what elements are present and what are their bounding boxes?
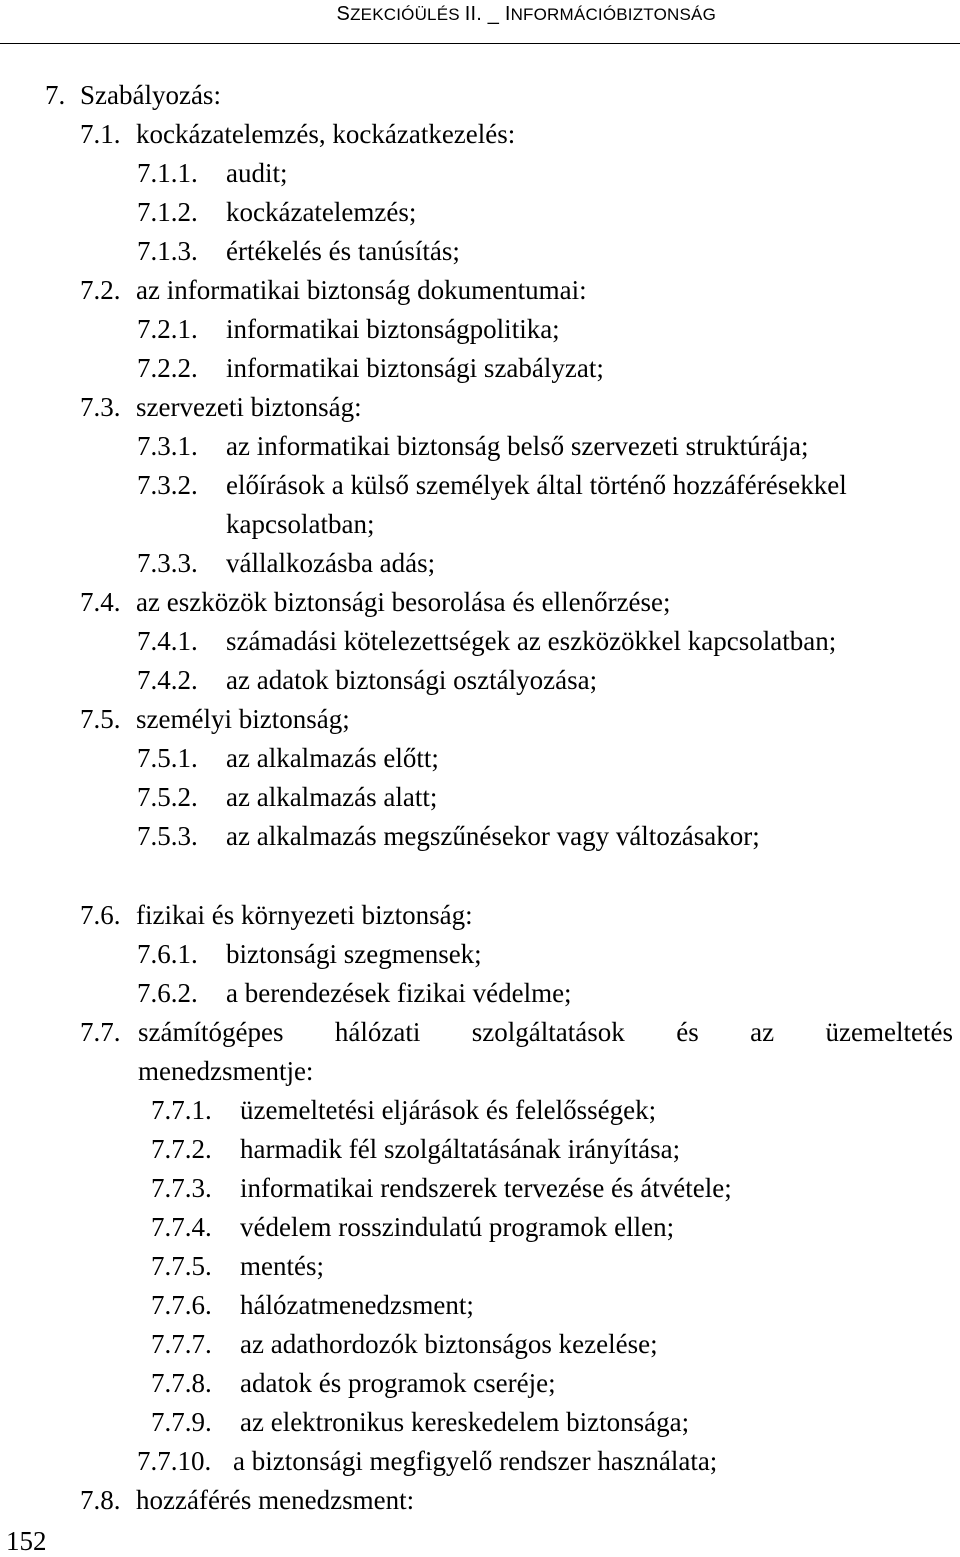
- item-text: menedzsmentje:: [138, 1056, 314, 1086]
- item-number: 7.3.2.: [137, 470, 198, 500]
- item-number: 7.7.9.: [151, 1407, 212, 1437]
- item-number: 7.: [45, 80, 66, 110]
- item-number: 7.2.1.: [137, 314, 198, 344]
- item-number: 7.6.2.: [137, 978, 198, 1008]
- item-number: 7.4.1.: [137, 626, 198, 656]
- item-text: kapcsolatban;: [226, 509, 375, 539]
- item-text: informatikai biztonsági szabályzat;: [226, 353, 604, 383]
- header-initial-s: S: [336, 3, 351, 25]
- item-text: Szabályozás:: [80, 80, 221, 110]
- item-number: 7.5.3.: [137, 821, 198, 851]
- item-text: mentés;: [240, 1251, 324, 1281]
- item-number: 7.7.10.: [137, 1446, 212, 1476]
- item-text: a berendezések fizikai védelme;: [226, 978, 572, 1008]
- item-number: 7.4.: [80, 587, 121, 617]
- item-text: üzemeltetési eljárások és felelősségek;: [240, 1095, 657, 1125]
- item-text: hozzáférés menedzsment:: [136, 1485, 415, 1515]
- item-text: kockázatelemzés;: [226, 197, 417, 227]
- item-text: biztonsági szegmensek;: [226, 939, 482, 969]
- item-number: 7.2.2.: [137, 353, 198, 383]
- item-number: 7.7.: [80, 1017, 121, 1047]
- item-text: harmadik fél szolgáltatásának irányítása;: [240, 1134, 681, 1164]
- item-number: 7.6.: [80, 900, 121, 930]
- item-text: személyi biztonság;: [136, 704, 350, 734]
- item-number: 7.5.: [80, 704, 121, 734]
- item-text: értékelés és tanúsítás;: [226, 236, 460, 266]
- item-number: 7.7.8.: [151, 1368, 212, 1398]
- item-number: 7.1.1.: [137, 158, 198, 188]
- item-text: előírások a külső személyek által történő hozzáférésekkel: [226, 470, 847, 500]
- item-number: 7.7.6.: [151, 1290, 212, 1320]
- item-number: 7.7.2.: [151, 1134, 212, 1164]
- item-text: vállalkozásba adás;: [226, 548, 436, 578]
- item-text: az alkalmazás előtt;: [226, 743, 439, 773]
- item-number: 7.3.3.: [137, 548, 198, 578]
- item-text: az informatikai biztonság dokumentumai:: [136, 275, 587, 305]
- item-text: az informatikai biztonság belső szervezeti struktúrája;: [226, 431, 809, 461]
- item-number: 7.2.: [80, 275, 121, 305]
- item-text: fizikai és környezeti biztonság:: [136, 900, 473, 930]
- item-text: kockázatelemzés, kockázatkezelés:: [136, 119, 516, 149]
- item-text: számadási kötelezettségek az eszközökkel kapcsolatban;: [226, 626, 837, 656]
- item-number: 7.6.1.: [137, 939, 198, 969]
- item-number: 7.5.1.: [137, 743, 198, 773]
- running-header: [337, 4, 716, 25]
- item-text: az elektronikus kereskedelem biztonsága;: [240, 1407, 690, 1437]
- item-number: 7.7.1.: [151, 1095, 212, 1125]
- item-text: védelem rosszindulatú programok ellen;: [240, 1212, 675, 1242]
- item-number: 7.8.: [80, 1485, 121, 1515]
- item-text: az alkalmazás megszűnésekor vagy változásakor;: [226, 821, 760, 851]
- header-word-informaciobiztonsag: NFORMÁCIÓBIZTONSÁG: [510, 5, 716, 24]
- item-text: az eszközök biztonsági besorolása és ellenőrzése;: [136, 587, 671, 617]
- page-number: 152: [6, 1526, 47, 1556]
- item-number: 7.1.: [80, 119, 121, 149]
- header-rule: [0, 43, 960, 44]
- item-text: az alkalmazás alatt;: [226, 782, 438, 812]
- item-number: 7.4.2.: [137, 665, 198, 695]
- header-section-number: II. _: [464, 3, 505, 25]
- item-text: az adathordozók biztonságos kezelése;: [240, 1329, 658, 1359]
- header-word-szekcioules: ZEKCIÓÜLÉS: [350, 5, 465, 24]
- item-text: informatikai rendszerek tervezése és átvétele;: [240, 1173, 732, 1203]
- item-text: informatikai biztonságpolitika;: [226, 314, 560, 344]
- item-number: 7.7.5.: [151, 1251, 212, 1281]
- item-text: számítógépes hálózati szolgáltatások és az üzemeltetés: [138, 1017, 953, 1047]
- item-text: adatok és programok cseréje;: [240, 1368, 556, 1398]
- item-number: 7.7.3.: [151, 1173, 212, 1203]
- item-text: az adatok biztonsági osztályozása;: [226, 665, 598, 695]
- item-number: 7.3.: [80, 392, 121, 422]
- item-text: audit;: [226, 158, 288, 188]
- item-number: 7.1.3.: [137, 236, 198, 266]
- item-number: 7.7.4.: [151, 1212, 212, 1242]
- item-text: a biztonsági megfigyelő rendszer használata;: [233, 1446, 718, 1476]
- item-number: 7.7.7.: [151, 1329, 212, 1359]
- item-text: szervezeti biztonság:: [136, 392, 362, 422]
- item-text: hálózatmenedzsment;: [240, 1290, 474, 1320]
- item-number: 7.3.1.: [137, 431, 198, 461]
- item-number: 7.1.2.: [137, 197, 198, 227]
- header-initial-i: I: [504, 3, 511, 25]
- item-number: 7.5.2.: [137, 782, 198, 812]
